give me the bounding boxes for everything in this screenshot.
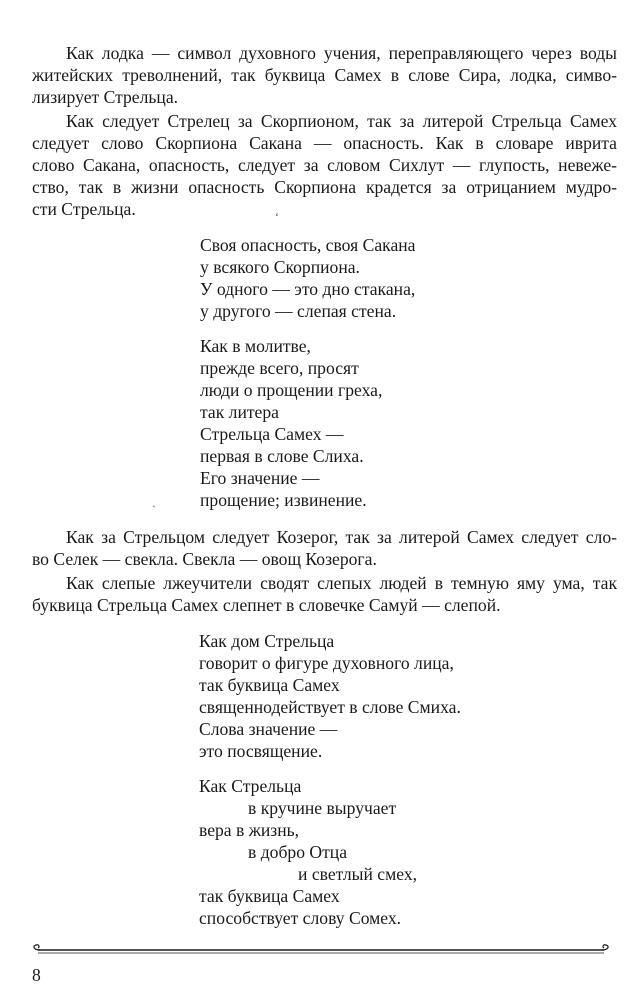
verse-line: священнодействует в слове Смиха. <box>199 697 461 717</box>
verse-line: У одного — это дно стакана, <box>200 279 416 299</box>
text-line: ство, так в жизни опасность Скорпиона крадется за отрицанием мудро- <box>32 177 617 197</box>
scan-speck: ˎ <box>152 494 156 508</box>
scan-speck: ʻ <box>275 210 279 224</box>
verse-line: в кручине выручает <box>248 798 397 818</box>
verse-line: у другого — слепая стена. <box>200 301 397 321</box>
text-line: житейских треволнений, так буквица Самех в слове Сира, лодка, симво- <box>32 65 617 85</box>
text-line: сти Стрельца. <box>32 199 136 219</box>
verse-line: Своя опасность, своя Сакана <box>200 235 416 255</box>
verse-line: это посвящение. <box>199 741 323 761</box>
verse-line: прежде всего, просят <box>200 358 359 378</box>
footer-rule <box>30 944 612 956</box>
verse-line: способствует слову Сомех. <box>199 908 402 928</box>
text-line: слово Сакана, опасность, следует за словом Сихлут — глупость, невеже- <box>32 155 617 175</box>
text-line: Как лодка — символ духовного учения, переправляющего через воды <box>66 43 617 63</box>
verse-line: у всякого Скорпиона. <box>200 257 360 277</box>
text-line: буквица Стрельца Самех слепнет в словечке Самуй — слепой. <box>32 595 501 615</box>
verse-line: прощение; извинение. <box>200 490 367 510</box>
text-line: Как слепые лжеучители сводят слепых людей в темную яму ума, так <box>66 573 617 593</box>
verse-line: и светлый смех, <box>298 864 418 884</box>
verse-line: первая в слове Слиха. <box>200 446 364 466</box>
text-line: следует слово Скорпиона Сакана — опасность. Как в словаре иврита <box>32 133 617 153</box>
verse-line: Как Стрельца <box>199 776 302 796</box>
verse-line: Как в молитве, <box>200 336 311 356</box>
verse-line: так буквица Самех <box>199 886 340 906</box>
verse-line: Стрельца Самех — <box>200 424 344 444</box>
verse-line: так литера <box>200 402 279 422</box>
verse-line: Слова значение — <box>199 719 338 739</box>
verse-line: говорит о фигуре духовного лица, <box>199 653 454 673</box>
text-line: Как за Стрельцом следует Козерог, так за литерой Самех следует сло- <box>66 527 617 547</box>
page-number: 8 <box>32 965 41 985</box>
verse-line: так буквица Самех <box>199 675 340 695</box>
verse-line: в добро Отца <box>248 842 348 862</box>
text-line: во Селек — свекла. Свекла — овощ Козерога. <box>32 549 377 569</box>
verse-line: люди о прощении греха, <box>200 380 383 400</box>
verse-line: вера в жизнь, <box>199 820 300 840</box>
text-line: Как следует Стрелец за Скорпионом, так за литерой Стрельца Самех <box>66 111 617 131</box>
verse-line: Как дом Стрельца <box>199 631 335 651</box>
verse-line: Его значение — <box>200 468 320 488</box>
text-line: лизирует Стрельца. <box>32 87 179 107</box>
